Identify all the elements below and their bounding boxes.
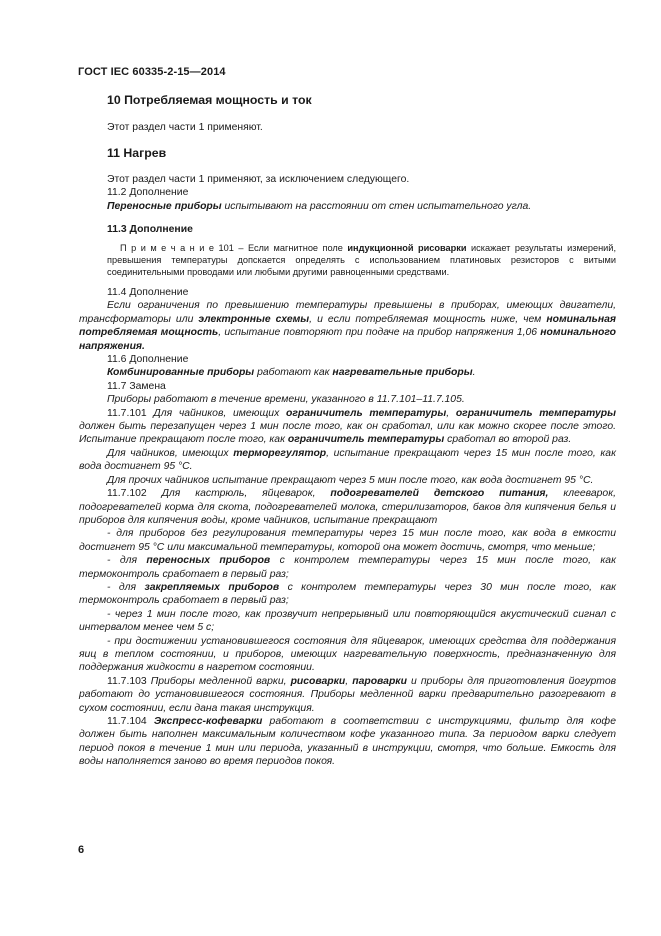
section-11-7-104	[79, 715, 616, 769]
t: и приборы для приготовления йогуртов работают до установившегося состояния. Приборы медленной варки предварительно разогревают в сухом состоянии, если дана такая инструкция.	[79, 675, 617, 714]
t: ,	[345, 675, 353, 687]
term-baby-food-warmers: подогревателей детского питания,	[330, 488, 549, 500]
term-thermostat: терморегулятор	[233, 447, 327, 459]
t: - для	[107, 555, 147, 567]
section-11-7-101-p2	[79, 447, 616, 474]
term-steamers: пароварки	[352, 675, 407, 687]
t: - для	[107, 581, 145, 593]
term-temperature-limiter: ограничитель температуры	[455, 407, 617, 419]
t: Если ограничения по превышению температуры превышены в приборах, имеющих двигатели, трансформаторы или	[79, 300, 616, 325]
term-combined-appliances: Комбинированные приборы	[107, 367, 255, 379]
t: , испытание прекращают через 15 мин после того, как вода достигнет 95 °С.	[79, 447, 616, 473]
t: Приборы медленной варки,	[150, 675, 291, 687]
term-portable: Переносные приборы	[107, 201, 222, 212]
section-11-7-103	[79, 675, 616, 715]
section-11-7-101	[79, 407, 616, 447]
num: 11.7.102	[107, 488, 162, 500]
section-11-4-label: 11.4 Дополнение	[107, 287, 189, 298]
section-10-title: 10 Потребляемая мощность и ток	[107, 93, 312, 107]
t: Для кастрюль, яйцеварок,	[161, 488, 331, 500]
num: 11.7.104	[107, 716, 154, 727]
t: клееварок, подогревателей корма для скота, подогревателей молока, стерилизаторов, баков для кипячения белья и приборов для кипячения воды, кроме чайников, испытание прекращают	[79, 488, 616, 526]
section-11-2-rest: испытывают на расстоянии от стен испытательного угла.	[221, 201, 532, 212]
section-11-title: 11 Нагрев	[107, 146, 167, 160]
term-heating-appliances: нагревательные приборы	[332, 367, 473, 379]
section-11-7-text: Приборы работают в течение времени, указанного в 11.7.101–11.7.105.	[107, 394, 465, 406]
list-item	[79, 554, 616, 581]
t: Для чайников, имеющих	[107, 447, 234, 459]
term-induction-rice-cooker: индукционной рисоварки	[347, 243, 467, 253]
section-11-4	[79, 286, 617, 769]
section-11-7-label: 11.7 Замена	[107, 380, 166, 392]
t: .	[472, 367, 476, 379]
section-11-7-102	[79, 487, 616, 527]
section-11-7-101-p3: Для прочих чайников испытание прекращают через 5 мин после того, как вода достигнет 95 °С.	[107, 474, 594, 486]
section-11-2-label: 11.2 Дополнение	[107, 187, 189, 198]
section-11-3-title: 11.3 Дополнение	[107, 224, 193, 235]
term-espresso-coffee-makers: Экспресс-кофеварки	[153, 716, 263, 727]
t: , испытание повторяют при подаче на прибор напряжения 1,06	[218, 327, 541, 339]
section-11-6-label: 11.6 Дополнение	[107, 354, 189, 366]
list-item: - при достижении установившегося состояния для яйцеварок, имеющих средства для поддержания яиц в теплом состоянии, и приборов, имеющих нагревательную поверхность, предназначенную для поддержания жидкости в нагретом состоянии.	[79, 635, 616, 674]
page-number: 6	[78, 844, 85, 856]
section-11-text: Этот раздел части 1 применяют, за исключением следующего.	[107, 174, 410, 185]
t: работают как	[254, 367, 333, 379]
term-fixed-appliances: закрепляемых приборов	[144, 581, 280, 593]
t: , и если потребляемая мощность ниже, чем	[309, 313, 547, 325]
term-electronic-circuits: электронные схемы	[198, 313, 310, 325]
note-prefix: П р и м е ч а н и е 101 – Если магнитное поле	[120, 243, 348, 253]
num: 11.7.101	[107, 407, 154, 419]
section-11-2-text	[107, 200, 616, 213]
t: работают в соответствии с инструкциями, фильтр для кофе должен быть наполнен максимальным количеством кофе указанного типа. За периодом варки следует период покоя в течение 1 мин или периода, указанный в инструкции, смотря, что больше. Емкость для воды наполняется заново во время периодов покоя.	[79, 716, 616, 768]
section-10-text: Этот раздел части 1 применяют.	[107, 122, 263, 133]
term-temperature-limiter: ограничитель температуры	[286, 407, 447, 419]
term-rated-voltage: номинального напряжения.	[79, 327, 617, 352]
t: Для чайников, имеющих	[153, 407, 286, 419]
list-item: - для приборов без регулирования температуры через 15 мин после того, как вода в емкости достигнет 95 °С или максимальной температуры, которой она может достичь, смотря, что меньше;	[79, 528, 616, 553]
section-11-3-note	[107, 242, 616, 278]
t: сработал во второй раз.	[444, 434, 572, 446]
section-11-6-text	[79, 366, 616, 379]
num: 11.7.103	[107, 675, 151, 687]
list-item: - через 1 мин после того, как прозвучит непрерывный или повторяющийся акустический сигнал с интервалом менее чем 5 с;	[79, 608, 616, 634]
list-item	[79, 581, 616, 608]
note-rest: искажает результаты измерений, превышения температуры допскается определять с использованием платиновых резисторов с витыми соединительными проводами или любыми другими равноценными средствами.	[107, 243, 616, 277]
section-11-4-text	[79, 299, 616, 353]
document-header: ГОСТ IEC 60335-2-15—2014	[78, 66, 226, 78]
t: ,	[446, 407, 456, 419]
term-temperature-limiter: ограничитель температуры	[287, 434, 445, 446]
term-portable-appliances: переносных приборов	[146, 555, 271, 567]
term-rated-power-input: номинальная потребляемая мощность	[79, 313, 616, 339]
term-rice-cookers: рисоварки	[290, 675, 346, 687]
t: с контролем температуры через 15 мин после того, как термоконтроль сработает в первый раз;	[79, 555, 616, 580]
t: должен быть перезапущен через 1 мин после того, как он сработал, или как можно скорее после этого. Испытание прекращают после того, как	[79, 421, 616, 446]
t: с контролем температуры через 30 мин после того, как термоконтроль сработает в первый раз;	[79, 581, 617, 607]
